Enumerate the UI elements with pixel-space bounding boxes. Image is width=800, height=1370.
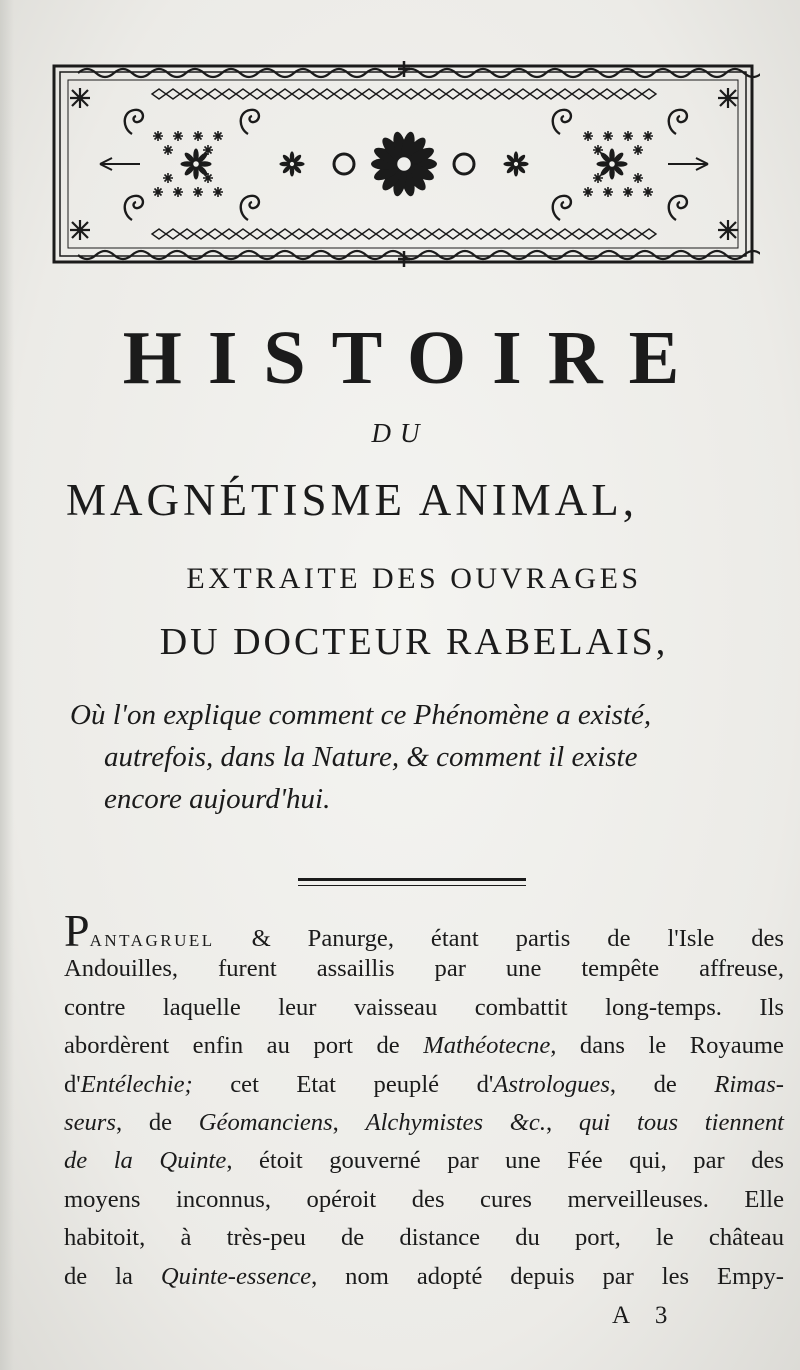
star-ornament	[593, 173, 603, 183]
scroll-curl	[690, 251, 726, 259]
acanthus-scroll	[241, 196, 259, 220]
lozenge	[404, 229, 418, 239]
lozenge	[488, 229, 502, 239]
scroll-curl	[726, 251, 760, 259]
lozenge	[362, 89, 376, 99]
scroll-curl	[618, 69, 654, 77]
scroll-curl	[114, 69, 150, 77]
lozenge	[222, 89, 236, 99]
lozenge	[166, 229, 180, 239]
scroll-curl	[114, 251, 150, 259]
star-ornament	[173, 187, 183, 197]
lozenge	[390, 229, 404, 239]
lozenge	[236, 89, 250, 99]
lozenge	[572, 229, 586, 239]
lozenge	[292, 89, 306, 99]
lozenge	[488, 89, 502, 99]
lozenge	[544, 89, 558, 99]
text-run: , nom adopté depuis par les Empy-	[311, 1262, 784, 1290]
corner-leaf	[70, 220, 90, 240]
italic-run: Entélechie;	[80, 1070, 193, 1098]
lozenge	[642, 229, 656, 239]
lozenge	[614, 89, 628, 99]
page-gutter-shadow	[0, 0, 14, 1370]
lozenge	[376, 89, 390, 99]
body-line	[64, 1258, 784, 1296]
lozenge	[628, 89, 642, 99]
drop-cap: P	[64, 905, 90, 956]
scroll-curl	[510, 251, 546, 259]
star-ornament	[583, 131, 593, 141]
lozenge	[460, 89, 474, 99]
lozenge	[572, 89, 586, 99]
text-run: , de	[609, 1070, 677, 1098]
body-line	[64, 905, 784, 956]
scroll-curl	[690, 69, 726, 77]
body-line: moyens inconnus, opéroit des cures merveilleuses. Elle	[64, 1185, 784, 1213]
scroll-curl	[510, 69, 546, 77]
lozenge	[502, 89, 516, 99]
star-ornament	[603, 187, 613, 197]
star-ornament	[643, 187, 653, 197]
scroll-curl	[366, 69, 402, 77]
scroll-curl	[582, 69, 618, 77]
italic-run: de la Quinte	[64, 1147, 227, 1175]
double-rule-thin	[298, 885, 526, 886]
lozenge	[348, 229, 362, 239]
title-subject: MAGNÉTISME ANIMAL,	[66, 475, 638, 525]
scroll-curl	[186, 69, 222, 77]
lozenge	[642, 89, 656, 99]
star-ornament	[633, 173, 643, 183]
flower-inner-right	[503, 151, 528, 176]
lozenge	[264, 89, 278, 99]
star-ornament	[153, 131, 163, 141]
double-rule-thick	[298, 878, 526, 881]
lozenge	[390, 89, 404, 99]
lozenge	[432, 229, 446, 239]
body-text	[64, 905, 785, 1296]
lozenge	[474, 89, 488, 99]
subtitle-line-1: Où l'on explique comment ce Phénomène a existé,	[70, 699, 652, 731]
title-author-line: DU DOCTEUR RABELAIS,	[159, 621, 669, 663]
star-ornament	[153, 187, 163, 197]
headpiece-top-border-pattern	[78, 61, 760, 77]
scroll-curl	[222, 69, 258, 77]
lozenge	[474, 229, 488, 239]
text-run: de la	[64, 1262, 133, 1290]
lozenge	[418, 89, 432, 99]
star-ornament	[213, 187, 223, 197]
scroll-curl	[150, 69, 186, 77]
lozenge	[348, 89, 362, 99]
lozenge	[460, 229, 474, 239]
acanthus-scroll	[553, 110, 571, 134]
lozenge	[236, 229, 250, 239]
scroll-curl	[474, 69, 510, 77]
lozenge	[362, 229, 376, 239]
star-ornament	[203, 145, 213, 155]
star-ornament	[203, 173, 213, 183]
text-run: cet Etat peuplé d'	[230, 1070, 494, 1098]
body-line: contre laquelle leur vaisseau combattit long-temps. Ils	[64, 993, 784, 1021]
scroll-curl	[366, 251, 402, 259]
text-run: , de	[115, 1108, 173, 1136]
italic-run: qui tous tiennent	[578, 1108, 785, 1136]
acanthus-scroll	[241, 110, 259, 134]
star-ornament	[643, 131, 653, 141]
lozenge	[250, 229, 264, 239]
body-line	[64, 1066, 784, 1104]
body-line	[64, 1104, 784, 1142]
body-line: Andouilles, furent assaillis par une tempête affreuse,	[64, 955, 784, 983]
scroll-curl	[546, 251, 582, 259]
lozenge	[152, 89, 166, 99]
lozenge	[166, 89, 180, 99]
body-line: habitoit, à très-peu de distance du port, le château	[64, 1224, 784, 1252]
scroll-curl	[330, 251, 366, 259]
scroll-curl	[726, 69, 760, 77]
lozenge	[208, 89, 222, 99]
star-ornament	[173, 131, 183, 141]
lozenge	[418, 229, 432, 239]
lozenge	[334, 89, 348, 99]
smallcaps-name: antagruel	[89, 925, 215, 952]
lozenge	[516, 229, 530, 239]
lozenge	[376, 229, 390, 239]
text-run: , étoit gouverné par une Fée qui, par des	[226, 1147, 784, 1175]
lozenge	[432, 89, 446, 99]
star-ornament	[603, 131, 613, 141]
lozenge	[278, 89, 292, 99]
scroll-curl	[78, 251, 114, 259]
lozenge	[180, 229, 194, 239]
decorative-headpiece	[48, 50, 760, 276]
title-extraite-line: EXTRAITE DES OUVRAGES	[186, 562, 642, 595]
text-run: ,	[332, 1108, 339, 1136]
star-ornament	[193, 131, 203, 141]
lozenge	[264, 229, 278, 239]
star-ornament	[623, 187, 633, 197]
italic-run: Mathéotecne,	[423, 1032, 557, 1060]
body-line	[64, 1142, 784, 1180]
flower-left	[180, 148, 211, 179]
text-run: ,	[545, 1108, 553, 1136]
scroll-curl	[258, 69, 294, 77]
scroll-curl	[438, 251, 474, 259]
ring-ornament	[334, 154, 354, 174]
lozenge	[320, 89, 334, 99]
lozenge	[600, 89, 614, 99]
italic-run: Rimas-	[714, 1070, 784, 1098]
italic-run: Géomanciens	[198, 1108, 333, 1136]
scroll-curl	[78, 69, 114, 77]
lozenge	[586, 229, 600, 239]
lozenge	[334, 229, 348, 239]
acanthus-scroll	[125, 110, 143, 134]
lozenge	[404, 89, 418, 99]
lozenge	[446, 89, 460, 99]
italic-run: Astrologues	[493, 1070, 610, 1098]
page-title: HISTOIRE	[122, 316, 706, 400]
lozenge	[306, 229, 320, 239]
acanthus-scroll	[669, 110, 687, 134]
lozenge	[614, 229, 628, 239]
star-ornament	[593, 145, 603, 155]
lozenge	[600, 229, 614, 239]
lozenge	[558, 229, 572, 239]
acanthus-scroll	[669, 196, 687, 220]
scroll-curl	[618, 251, 654, 259]
lozenge	[516, 89, 530, 99]
lozenge	[306, 89, 320, 99]
text-run: dans le Royaume	[579, 1032, 784, 1060]
ring-ornament	[454, 154, 474, 174]
lozenge	[320, 229, 334, 239]
arrow-ornament	[100, 158, 140, 170]
scroll-curl	[582, 251, 618, 259]
scroll-curl	[654, 69, 690, 77]
star-ornament	[633, 145, 643, 155]
star-ornament	[583, 187, 593, 197]
scroll-curl	[474, 251, 510, 259]
acanthus-scroll	[125, 196, 143, 220]
corner-leaf	[718, 220, 738, 240]
star-ornament	[213, 131, 223, 141]
acanthus-scroll	[553, 196, 571, 220]
lozenge	[558, 89, 572, 99]
lozenge	[194, 89, 208, 99]
scroll-curl	[258, 251, 294, 259]
star-ornament	[623, 131, 633, 141]
lozenge	[530, 89, 544, 99]
lozenge	[222, 229, 236, 239]
lozenge	[250, 89, 264, 99]
lozenge	[446, 229, 460, 239]
scroll-curl	[150, 251, 186, 259]
corner-leaf	[718, 88, 738, 108]
scroll-curl	[294, 251, 330, 259]
lozenge	[530, 229, 544, 239]
headpiece-bottom-border-pattern	[78, 251, 760, 267]
scroll-curl	[654, 251, 690, 259]
italic-run: Alchymistes &c.	[365, 1108, 546, 1136]
headpiece-flower-motifs	[70, 88, 738, 240]
lozenge	[278, 229, 292, 239]
corner-leaf	[70, 88, 90, 108]
title-connector: DU	[371, 418, 429, 448]
star-ornament	[193, 187, 203, 197]
subtitle-line-2: autrefois, dans la Nature, & comment il existe	[104, 741, 638, 773]
lozenge	[152, 229, 166, 239]
text-run: d'	[64, 1070, 81, 1098]
text-run: abordèrent enfin au port de	[64, 1032, 400, 1060]
scroll-curl	[330, 69, 366, 77]
scroll-curl	[546, 69, 582, 77]
star-ornament	[163, 145, 173, 155]
scroll-curl	[186, 251, 222, 259]
signature-mark: A 3	[612, 1302, 678, 1329]
subtitle	[70, 694, 790, 820]
scroll-curl	[294, 69, 330, 77]
lozenge	[208, 229, 222, 239]
scroll-curl	[222, 251, 258, 259]
scroll-curl	[438, 69, 474, 77]
arrow-ornament	[668, 158, 708, 170]
italic-run: seurs	[64, 1108, 116, 1136]
central-rosette	[371, 131, 437, 198]
lozenge	[194, 229, 208, 239]
star-ornament	[163, 173, 173, 183]
body-line	[64, 1027, 784, 1065]
flower-inner-left	[279, 151, 304, 176]
subtitle-line-3: encore aujourd'hui.	[104, 783, 331, 815]
lozenge	[502, 229, 516, 239]
italic-run: Quinte-essence	[160, 1262, 312, 1290]
lozenge	[180, 89, 194, 99]
text-run: & Panurge, étant partis de l'Isle des	[251, 925, 784, 952]
lozenge	[292, 229, 306, 239]
lozenge	[544, 229, 558, 239]
lozenge	[628, 229, 642, 239]
lozenge	[586, 89, 600, 99]
